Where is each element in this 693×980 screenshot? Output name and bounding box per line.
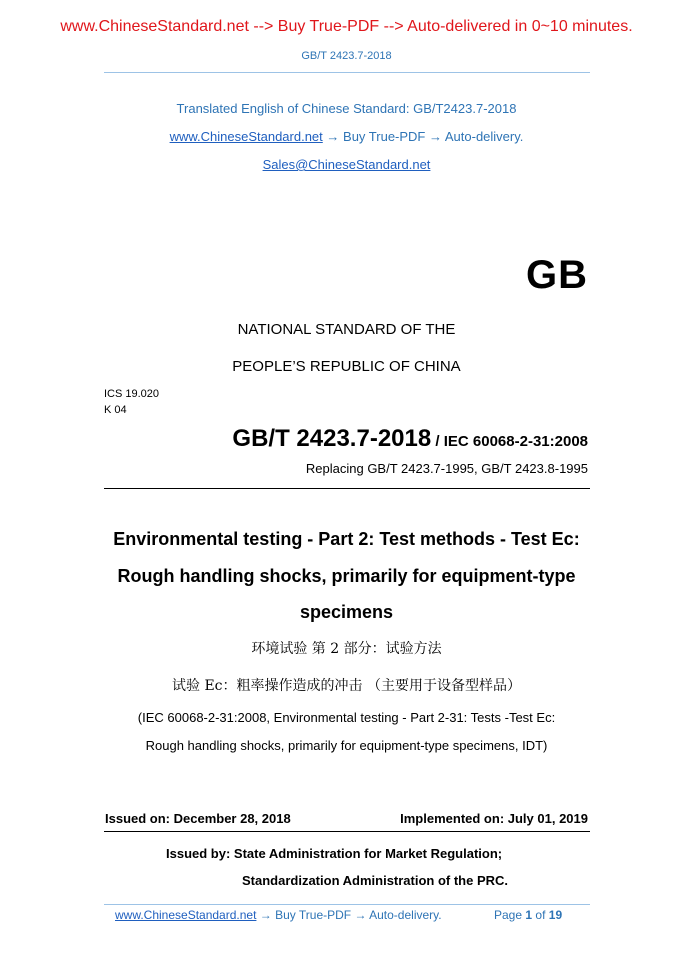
replacing-note: Replacing GB/T 2423.7-1995, GB/T 2423.8-1995 — [305, 461, 588, 476]
header-rule — [104, 72, 590, 73]
issued-on-date: Issued on: December 28, 2018 — [105, 811, 291, 826]
title-en-line3: specimens — [299, 602, 394, 622]
footer-buy-text: → Buy True-PDF → Auto-delivery. — [259, 908, 442, 922]
email-line — [0, 157, 693, 172]
title-en-line1: Environmental testing - Part 2: Test methods - Test Ec: — [113, 529, 580, 549]
purchase-line — [0, 129, 693, 144]
issued-by-line2: Standardization Administration of the PRC. — [242, 873, 509, 888]
issued-by-line1: Issued by: State Administration for Market Regulation; — [166, 846, 503, 861]
page-label: Page — [494, 908, 523, 922]
page-number: 1 — [525, 908, 533, 922]
ccs-code: K 04 — [104, 404, 127, 416]
page-indicator — [494, 908, 562, 922]
of-label: of — [535, 908, 546, 922]
promo-banner[interactable]: www.ChineseStandard.net --> Buy True-PDF --> Auto-delivered in 0~10 minutes. — [60, 18, 633, 35]
iec-reference-line1: (IEC 60068-2-31:2008, Environmental testing - Part 2-31: Tests -Test Ec: — [137, 710, 556, 725]
translation-notice: Translated English of Chinese Standard: GB/T2423.7-2018 — [176, 101, 517, 116]
footer-site-link[interactable]: www.ChineseStandard.net — [115, 908, 257, 922]
sales-email-link[interactable]: Sales@ChineseStandard.net — [262, 157, 431, 172]
classification-codes — [104, 386, 159, 418]
gb-logo-mark: GB — [526, 253, 588, 297]
national-standard-line2: PEOPLE’S REPUBLIC OF CHINA — [232, 358, 461, 375]
ics-code: ICS 19.020 — [104, 388, 160, 400]
footer-rule — [104, 904, 590, 905]
standard-number — [104, 425, 588, 453]
total-pages: 19 — [548, 908, 563, 922]
standard-number-main: GB/T 2423.7-2018 — [232, 425, 432, 452]
buy-text: → Buy True-PDF → Auto-delivery. — [326, 129, 524, 144]
implemented-on-date: Implemented on: July 01, 2019 — [400, 811, 588, 826]
title-cn-line2: 试验 Ec：粗率操作造成的冲击 （主要用于设备型样品） — [172, 678, 521, 694]
standard-number-separator: / — [431, 433, 444, 450]
site-link[interactable]: www.ChineseStandard.net — [169, 129, 323, 144]
national-standard-line1: NATIONAL STANDARD OF THE — [237, 321, 456, 338]
title-en-line2: Rough handling shocks, primarily for equipment-type — [117, 566, 576, 586]
standard-number-iec: IEC 60068-2-31:2008 — [443, 433, 588, 450]
title-rule — [104, 488, 590, 489]
title-cn-line1: 环境试验 第 2 部分：试验方法 — [251, 641, 442, 657]
footer-purchase-line — [115, 908, 442, 922]
iec-reference-line2: Rough handling shocks, primarily for equipment-type specimens, IDT) — [145, 738, 548, 753]
running-header: GB/T 2423.7-2018 — [301, 50, 392, 62]
dates-rule — [104, 831, 590, 832]
